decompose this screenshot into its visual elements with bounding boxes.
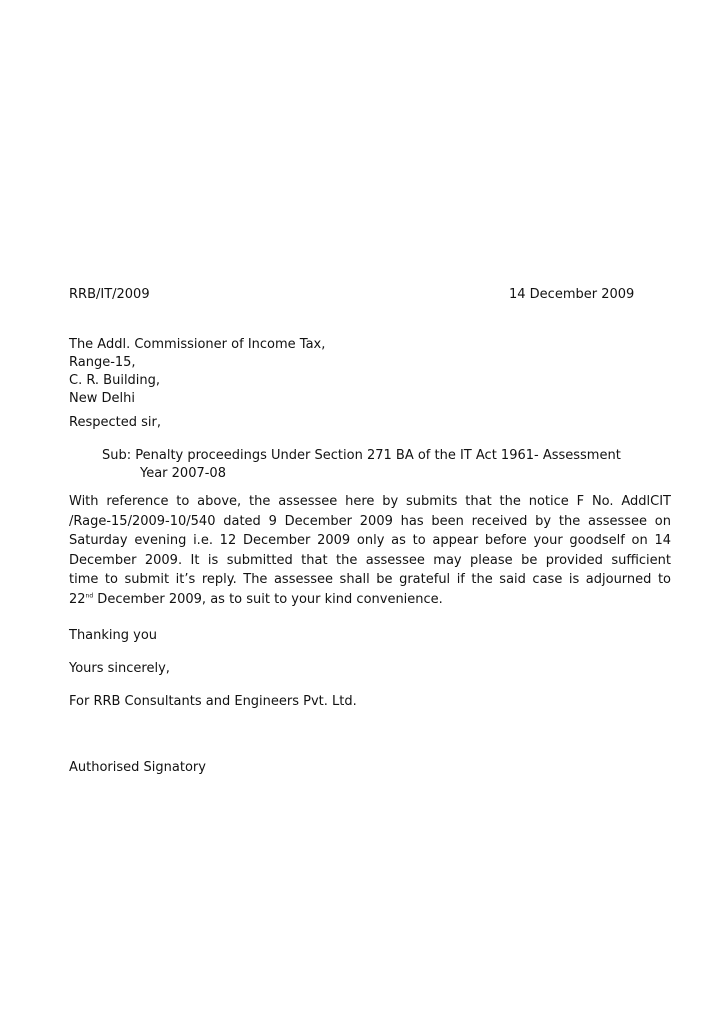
recipient-line: New Delhi [69,391,135,406]
letter-date: 14 December 2009 [509,287,635,302]
body-line: With reference to above, the assessee here by submits that the notice F No. AddlCIT [69,494,671,509]
body-line: /Rage-15/2009-10/540 dated 9 December 2009 has been received by the assessee on [69,513,671,529]
body-line: December 2009. It is submitted that the assessee may please be provided sufficient [69,552,671,568]
subject-line: Sub: Penalty proceedings Under Section 271 BA of the IT Act 1961- Assessment [102,448,621,463]
recipient-address [69,336,325,408]
adjourn-day: 22 [69,591,86,607]
signatory-title: Authorised Signatory [69,760,206,775]
body-paragraph [69,492,671,609]
reference-number: RRB/IT/2009 [69,287,150,302]
ordinal-suffix: nd [85,592,94,600]
company-name: For RRB Consultants and Engineers Pvt. Ltd. [69,694,357,709]
recipient-line: The Addl. Commissioner of Income Tax, [69,337,326,352]
thanks-line: Thanking you [69,628,158,643]
sign-off: Yours sincerely, [69,661,170,676]
subject-block [102,447,672,483]
body-line: Saturday evening i.e. 12 December 2009 only as to appear before your goodself on 14 [69,533,671,548]
adjourn-rest: December 2009, as to suit to your kind convenience. [93,591,443,607]
body-line [69,590,671,610]
recipient-line: Range-15, [69,355,136,370]
recipient-line: C. R. Building, [69,373,161,388]
body-line: time to submit it’s reply. The assessee shall be grateful if the said case is adjourned to [69,572,671,587]
salutation: Respected sir, [69,415,161,430]
subject-line: Year 2007-08 [140,466,226,481]
